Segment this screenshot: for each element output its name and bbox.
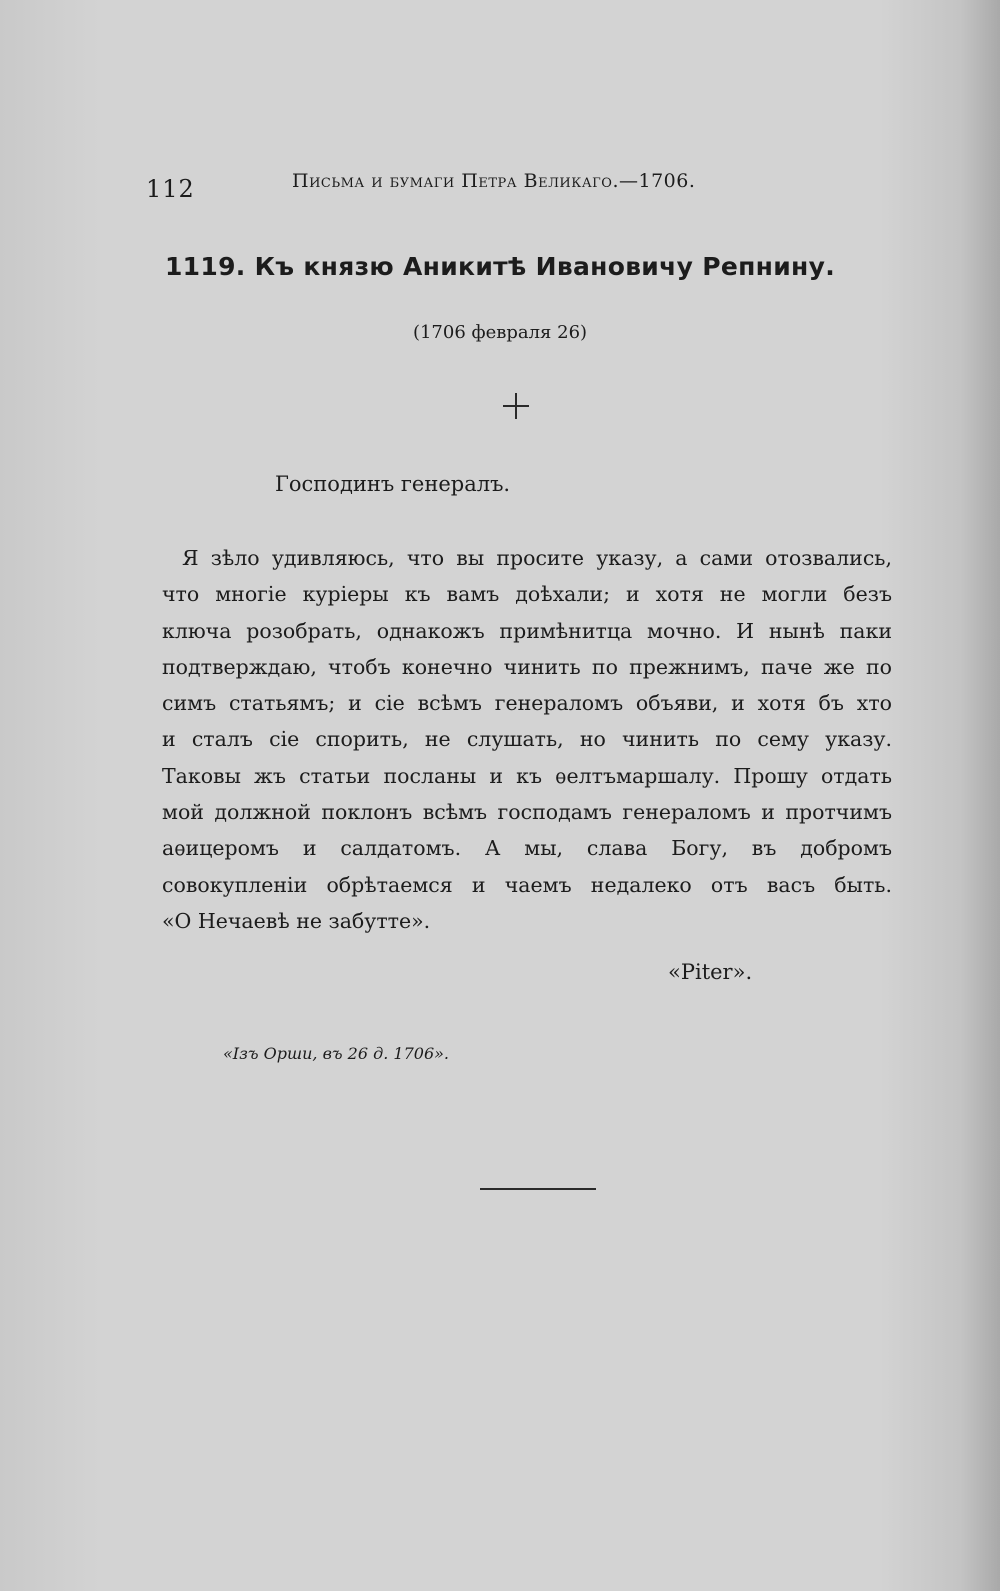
- running-head: Письма и бумаги Петра Великаго.—1706.: [292, 170, 696, 192]
- letter-line: аѳицеромъ и салдатомъ. А мы, слава Богу, въ добромъ: [162, 836, 892, 861]
- letter-line: ключа розобрать, однакожъ примѣнитца мочно. И нынѣ паки: [162, 618, 892, 643]
- cross-icon: [503, 393, 529, 419]
- document-date: (1706 февраля 26): [412, 322, 588, 343]
- letter-line: Я зѣло удивляюсь, что вы просите указу, а сами отозвались,: [182, 546, 892, 570]
- closing-rule: [480, 1188, 596, 1190]
- letter-line: что многіе куріеры къ вамъ доѣхали; и хотя не могли безъ: [162, 582, 892, 607]
- letter-body: [162, 540, 892, 939]
- document-title: 1119. Къ князю Аникитѣ Ивановичу Репнину.: [164, 252, 835, 281]
- letter-line: подтверждаю, чтобъ конечно чинить по прежнимъ, паче же по: [162, 654, 892, 679]
- letter-line: и сталъ сіе спорить, не слушать, но чинить по сему указу.: [162, 727, 892, 752]
- letter-line: Таковы жъ статьи посланы и къ ѳелтъмаршалу. Прошу отдать: [162, 763, 892, 788]
- page-number: 112: [146, 175, 195, 203]
- letter-line: симъ статьямъ; и сіе всѣмъ генераломъ объяви, и хотя бъ хто: [162, 691, 892, 716]
- letter-line: «О Нечаевѣ не забутте».: [162, 908, 431, 933]
- signature: «Piter».: [668, 960, 753, 984]
- letter-line: мой должной поклонъ всѣмъ господамъ генераломъ и протчимъ: [162, 800, 892, 825]
- letter-line: совокупленіи обрѣтаемся и чаемъ недалеко отъ васъ быть.: [162, 872, 892, 897]
- dateline: «Iзъ Орши, въ 26 д. 1706».: [223, 1044, 449, 1063]
- salutation: Господинъ генералъ.: [275, 472, 511, 496]
